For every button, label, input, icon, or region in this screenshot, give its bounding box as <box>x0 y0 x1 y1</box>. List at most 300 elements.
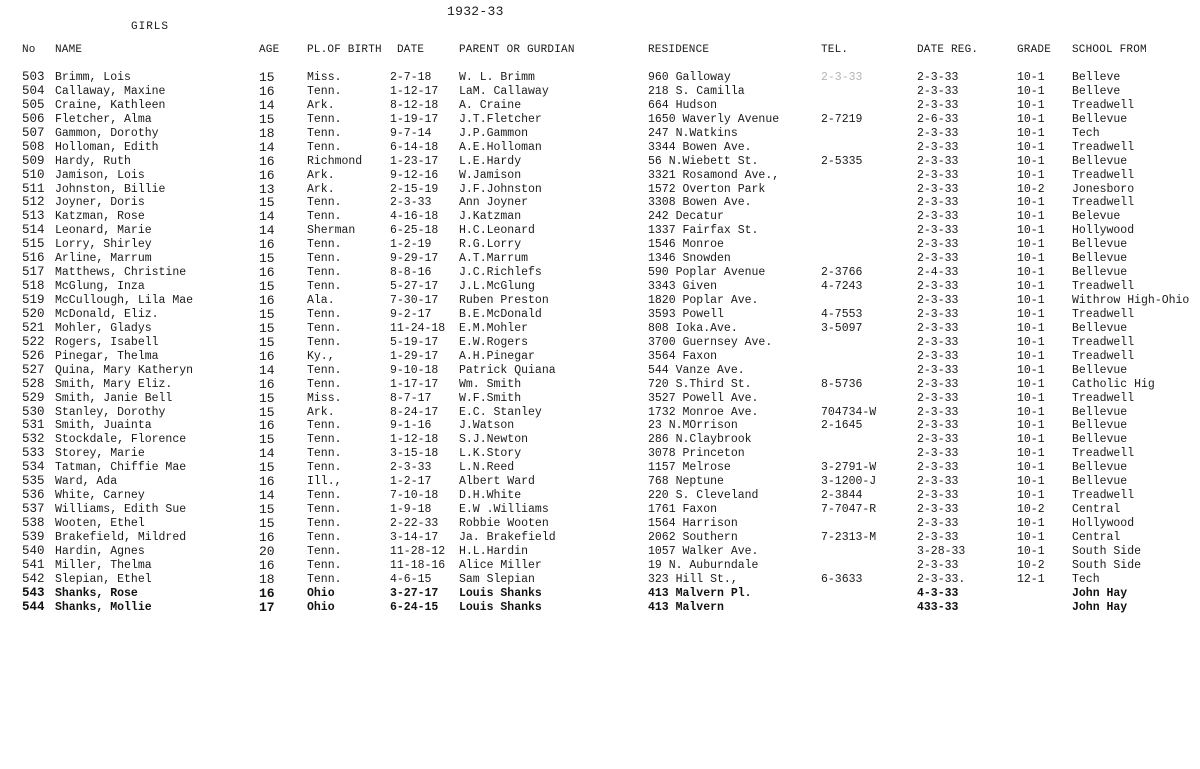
cell-grade: 10-2 <box>1017 558 1045 572</box>
cell-residence: 23 N.MOrrison <box>648 419 738 433</box>
cell-date-reg: 433-33 <box>917 600 959 614</box>
table-row <box>0 601 1200 615</box>
cell-no: 534 <box>22 460 45 475</box>
cell-residence: 3078 Princeton <box>648 447 745 461</box>
cell-birthplace: Ark. <box>307 168 335 182</box>
cell-parent: B.E.McDonald <box>459 307 542 321</box>
cell-residence: 960 Galloway <box>648 71 731 84</box>
cell-date-reg: 2-3-33 <box>917 321 959 335</box>
cell-no: 539 <box>22 529 45 544</box>
cell-age: 14 <box>259 97 275 113</box>
cell-school-from: Treadwell <box>1072 140 1135 154</box>
cell-parent: Robbie Wooten <box>459 517 549 530</box>
table-row <box>0 210 1200 224</box>
cell-grade: 10-1 <box>1017 447 1045 461</box>
header-parent: PARENT OR GURDIAN <box>459 44 575 56</box>
cell-birthplace: Tenn. <box>307 517 342 530</box>
cell-birth-date: 8-24-17 <box>390 405 439 419</box>
table-row <box>0 252 1200 266</box>
cell-age: 16 <box>259 585 275 601</box>
cell-residence: 1572 Overton Park <box>648 182 766 196</box>
cell-school-from: Bellevue <box>1072 238 1128 252</box>
cell-residence: 323 Hill St., <box>648 572 738 586</box>
cell-birthplace: Tenn. <box>307 140 342 154</box>
cell-birth-date: 3-27-17 <box>390 586 439 600</box>
cell-birthplace: Tenn. <box>307 503 342 517</box>
cell-name: Brimm, Lois <box>55 71 131 84</box>
cell-birthplace: Ill., <box>307 475 342 489</box>
cell-tel: 7-7047-R <box>821 503 877 517</box>
cell-school-from: John Hay <box>1072 600 1128 614</box>
cell-birthplace: Ky., <box>307 349 335 363</box>
cell-residence: 242 Decatur <box>648 210 724 224</box>
cell-no: 532 <box>22 432 45 447</box>
table-row <box>0 155 1200 169</box>
table-row <box>0 419 1200 433</box>
cell-birthplace: Tenn. <box>307 558 342 572</box>
cell-residence: 3527 Powell Ave. <box>648 391 759 405</box>
cell-no: 529 <box>22 390 45 405</box>
cell-no: 503 <box>22 70 45 84</box>
cell-birthplace: Tenn. <box>307 112 342 126</box>
cell-no: 508 <box>22 139 45 154</box>
cell-no: 527 <box>22 362 45 377</box>
cell-age: 15 <box>259 306 275 322</box>
cell-parent: J.C.Richlefs <box>459 266 542 280</box>
header-tel: TEL. <box>821 44 849 56</box>
cell-parent: Ann Joyner <box>459 196 529 210</box>
cell-birthplace: Tenn. <box>307 266 342 280</box>
cell-tel: 3-5097 <box>821 321 863 335</box>
cell-residence: 220 S. Cleveland <box>648 489 759 503</box>
cell-grade: 10-1 <box>1017 140 1045 154</box>
table-row <box>0 378 1200 392</box>
cell-school-from: Bellevue <box>1072 475 1128 489</box>
cell-grade: 10-1 <box>1017 224 1045 238</box>
cell-residence: 3308 Bowen Ave. <box>648 196 752 210</box>
cell-birth-date: 7-30-17 <box>390 294 439 307</box>
cell-birth-date: 1-2-19 <box>390 238 432 252</box>
table-row <box>0 280 1200 294</box>
cell-parent: Alice Miller <box>459 558 542 572</box>
cell-birth-date: 1-12-17 <box>390 84 439 98</box>
cell-residence: 413 Malvern Pl. <box>648 586 752 600</box>
cell-date-reg: 2-3-33 <box>917 126 959 140</box>
cell-no: 513 <box>22 209 45 224</box>
cell-no: 536 <box>22 488 45 503</box>
table-row <box>0 559 1200 573</box>
cell-parent: W. L. Brimm <box>459 71 535 84</box>
table-row <box>0 587 1200 601</box>
cell-age: 16 <box>259 348 275 364</box>
header-age: AGE <box>259 44 280 56</box>
table-row <box>0 406 1200 420</box>
cell-date-reg: 2-3-33 <box>917 210 959 224</box>
cell-age: 15 <box>259 432 275 448</box>
cell-date-reg: 2-3-33 <box>917 140 959 154</box>
cell-parent: LaM. Callaway <box>459 84 549 98</box>
table-row <box>0 433 1200 447</box>
cell-date-reg: 2-3-33 <box>917 517 959 530</box>
cell-age: 17 <box>259 599 275 615</box>
cell-age: 14 <box>259 446 275 462</box>
cell-birth-date: 1-9-18 <box>390 503 432 517</box>
cell-name: McGlung, Inza <box>55 280 145 294</box>
cell-birthplace: Ark. <box>307 405 335 419</box>
cell-school-from: Tech <box>1072 572 1100 586</box>
cell-age: 16 <box>259 83 275 99</box>
cell-name: Williams, Edith Sue <box>55 503 187 517</box>
cell-grade: 12-1 <box>1017 572 1045 586</box>
cell-school-from: Bellevue <box>1072 419 1128 433</box>
cell-date-reg: 2-3-33 <box>917 503 959 517</box>
cell-name: McDonald, Eliz. <box>55 307 159 321</box>
cell-tel: 8-5736 <box>821 377 863 391</box>
cell-parent: A.H.Pinegar <box>459 349 535 363</box>
cell-parent: L.K.Story <box>459 447 522 461</box>
cell-residence: 1337 Fairfax St. <box>648 224 759 238</box>
cell-age: 15 <box>259 195 275 211</box>
cell-name: Pinegar, Thelma <box>55 349 159 363</box>
cell-name: Jamison, Lois <box>55 168 145 182</box>
cell-grade: 10-1 <box>1017 210 1045 224</box>
table-row <box>0 238 1200 252</box>
cell-school-from: Treadwell <box>1072 98 1135 112</box>
cell-tel: 704734-W <box>821 405 877 419</box>
cell-name: Fletcher, Alma <box>55 112 152 126</box>
cell-name: Shanks, Rose <box>55 586 138 600</box>
cell-date-reg: 2-3-33 <box>917 558 959 572</box>
cell-age: 15 <box>259 320 275 336</box>
cell-birth-date: 11-18-16 <box>390 558 446 572</box>
cell-date-reg: 2-3-33 <box>917 419 959 433</box>
cell-birth-date: 1-17-17 <box>390 377 439 391</box>
cell-parent: Albert Ward <box>459 475 535 489</box>
cell-date-reg: 2-3-33 <box>917 335 959 349</box>
sheet-year: 1932-33 <box>447 4 504 19</box>
cell-parent: Wm. Smith <box>459 377 522 391</box>
cell-tel: 2-5335 <box>821 154 863 168</box>
cell-parent: D.H.White <box>459 489 522 503</box>
cell-parent: Ruben Preston <box>459 294 549 307</box>
cell-date-reg: 2-3-33 <box>917 154 959 168</box>
cell-no: 504 <box>22 83 45 98</box>
cell-parent: L.E.Hardy <box>459 154 522 168</box>
cell-grade: 10-1 <box>1017 71 1045 84</box>
cell-name: Quina, Mary Katheryn <box>55 363 194 377</box>
cell-birthplace: Tenn. <box>307 321 342 335</box>
cell-school-from: Bellevue <box>1072 112 1128 126</box>
cell-name: Hardin, Agnes <box>55 544 145 558</box>
cell-parent: J.L.McGlung <box>459 280 535 294</box>
cell-age: 16 <box>259 237 275 253</box>
cell-name: Craine, Kathleen <box>55 98 166 112</box>
cell-no: 519 <box>22 293 45 307</box>
header-birthplace: PL.OF BIRTH <box>307 44 382 56</box>
cell-parent: Ja. Brakefield <box>459 530 556 544</box>
cell-grade: 10-1 <box>1017 433 1045 447</box>
header-school-from: SCHOOL FROM <box>1072 44 1147 56</box>
cell-grade: 10-1 <box>1017 544 1045 558</box>
cell-school-from: Treadwell <box>1072 391 1135 405</box>
cell-residence: 808 Ioka.Ave. <box>648 321 738 335</box>
cell-birth-date: 3-15-18 <box>390 447 439 461</box>
cell-school-from: Treadwell <box>1072 335 1135 349</box>
cell-birthplace: Tenn. <box>307 461 342 475</box>
cell-school-from: Treadwell <box>1072 307 1135 321</box>
cell-birth-date: 2-3-33 <box>390 196 432 210</box>
cell-no: 511 <box>22 181 45 196</box>
cell-school-from: Bellevue <box>1072 154 1128 168</box>
cell-residence: 720 S.Third St. <box>648 377 752 391</box>
cell-birthplace: Tenn. <box>307 252 342 266</box>
cell-parent: J.P.Gammon <box>459 126 529 140</box>
cell-age: 16 <box>259 153 275 169</box>
cell-birthplace: Miss. <box>307 71 342 84</box>
table-row <box>0 141 1200 155</box>
cell-no: 528 <box>22 376 45 391</box>
cell-birthplace: Miss. <box>307 391 342 405</box>
cell-parent: H.L.Hardin <box>459 544 529 558</box>
cell-no: 542 <box>22 571 45 586</box>
cell-no: 521 <box>22 320 45 335</box>
cell-tel: 2-3-33 <box>821 71 863 84</box>
cell-parent: W.Jamison <box>459 168 522 182</box>
cell-no: 537 <box>22 502 45 517</box>
cell-no: 506 <box>22 111 45 126</box>
cell-tel: 2-7219 <box>821 112 863 126</box>
cell-grade: 10-1 <box>1017 84 1045 98</box>
cell-birth-date: 9-7-14 <box>390 126 432 140</box>
cell-name: Gammon, Dorothy <box>55 126 159 140</box>
cell-name: Smith, Mary Eliz. <box>55 377 173 391</box>
cell-birth-date: 2-3-33 <box>390 461 432 475</box>
cell-birthplace: Ohio <box>307 586 335 600</box>
cell-date-reg: 2-6-33 <box>917 112 959 126</box>
cell-parent: H.C.Leonard <box>459 224 535 238</box>
table-row <box>0 461 1200 475</box>
cell-birthplace: Tenn. <box>307 530 342 544</box>
cell-tel: 2-3766 <box>821 266 863 280</box>
table-row <box>0 169 1200 183</box>
table-row <box>0 475 1200 489</box>
table-row <box>0 224 1200 238</box>
cell-school-from: Treadwell <box>1072 168 1135 182</box>
cell-name: Smith, Juainta <box>55 419 152 433</box>
cell-age: 15 <box>259 111 275 127</box>
table-row <box>0 350 1200 364</box>
cell-name: Tatman, Chiffie Mae <box>55 461 187 475</box>
cell-date-reg: 2-3-33 <box>917 530 959 544</box>
cell-grade: 10-1 <box>1017 112 1045 126</box>
cell-name: Callaway, Maxine <box>55 84 166 98</box>
cell-name: Shanks, Mollie <box>55 600 152 614</box>
cell-birth-date: 1-19-17 <box>390 112 439 126</box>
cell-date-reg: 3-28-33 <box>917 544 966 558</box>
cell-name: Arline, Marrum <box>55 252 152 266</box>
cell-grade: 10-1 <box>1017 307 1045 321</box>
table-row <box>0 503 1200 517</box>
cell-age: 16 <box>259 167 275 183</box>
cell-birth-date: 2-15-19 <box>390 182 439 196</box>
cell-no: 535 <box>22 474 45 489</box>
cell-residence: 3321 Rosamond Ave., <box>648 168 780 182</box>
cell-grade: 10-1 <box>1017 294 1045 307</box>
cell-school-from: Bellevue <box>1072 405 1128 419</box>
cell-no: 518 <box>22 279 45 294</box>
header-name: NAME <box>55 44 83 56</box>
cell-no: 517 <box>22 265 45 280</box>
cell-school-from: Bellevue <box>1072 461 1128 475</box>
cell-birthplace: Tenn. <box>307 419 342 433</box>
cell-tel: 4-7243 <box>821 280 863 294</box>
cell-birth-date: 1-23-17 <box>390 154 439 168</box>
cell-date-reg: 2-3-33 <box>917 182 959 196</box>
cell-residence: 3700 Guernsey Ave. <box>648 335 773 349</box>
cell-age: 15 <box>259 279 275 295</box>
cell-age: 14 <box>259 139 275 155</box>
cell-birthplace: Tenn. <box>307 210 342 224</box>
header-date: DATE <box>397 44 425 56</box>
cell-parent: L.N.Reed <box>459 461 515 475</box>
header-grade: GRADE <box>1017 44 1052 56</box>
cell-date-reg: 2-3-33 <box>917 349 959 363</box>
cell-grade: 10-1 <box>1017 280 1045 294</box>
cell-date-reg: 2-3-33 <box>917 405 959 419</box>
header-no: No <box>22 44 36 56</box>
cell-parent: A.E.Holloman <box>459 140 542 154</box>
cell-grade: 10-1 <box>1017 168 1045 182</box>
cell-date-reg: 2-3-33 <box>917 196 959 210</box>
table-row <box>0 531 1200 545</box>
cell-residence: 3344 Bowen Ave. <box>648 140 752 154</box>
cell-age: 16 <box>259 529 275 545</box>
cell-birth-date: 1-2-17 <box>390 475 432 489</box>
cell-no: 544 <box>22 599 45 614</box>
table-row <box>0 99 1200 113</box>
cell-no: 541 <box>22 557 45 572</box>
cell-date-reg: 2-3-33 <box>917 391 959 405</box>
cell-name: Smith, Janie Bell <box>55 391 173 405</box>
cell-birthplace: Tenn. <box>307 544 342 558</box>
cell-birthplace: Ala. <box>307 294 335 307</box>
cell-grade: 10-1 <box>1017 126 1045 140</box>
cell-school-from: Treadwell <box>1072 196 1135 210</box>
cell-age: 16 <box>259 474 275 490</box>
cell-age: 16 <box>259 557 275 573</box>
cell-parent: S.J.Newton <box>459 433 529 447</box>
cell-age: 18 <box>259 125 275 141</box>
cell-grade: 10-1 <box>1017 238 1045 252</box>
cell-birth-date: 9-12-16 <box>390 168 439 182</box>
cell-school-from: Withrow High-Ohio <box>1072 294 1190 307</box>
cell-tel: 7-2313-M <box>821 530 877 544</box>
table-row <box>0 573 1200 587</box>
cell-birthplace: Tenn. <box>307 363 342 377</box>
cell-date-reg: 2-3-33 <box>917 433 959 447</box>
cell-birth-date: 2-22-33 <box>390 517 439 530</box>
cell-birthplace: Tenn. <box>307 447 342 461</box>
cell-age: 15 <box>259 390 275 406</box>
cell-name: Holloman, Edith <box>55 140 159 154</box>
cell-birth-date: 5-27-17 <box>390 280 439 294</box>
cell-school-from: John Hay <box>1072 586 1128 600</box>
cell-residence: 1346 Snowden <box>648 252 731 266</box>
cell-age: 15 <box>259 70 275 85</box>
cell-date-reg: 2-3-33 <box>917 475 959 489</box>
cell-birth-date: 1-12-18 <box>390 433 439 447</box>
cell-no: 515 <box>22 237 45 252</box>
cell-age: 15 <box>259 516 275 531</box>
cell-birth-date: 11-24-18 <box>390 321 446 335</box>
cell-residence: 1761 Faxon <box>648 503 718 517</box>
cell-birthplace: Ark. <box>307 98 335 112</box>
cell-birthplace: Sherman <box>307 224 356 238</box>
cell-parent: E.M.Mohler <box>459 321 529 335</box>
cell-grade: 10-1 <box>1017 461 1045 475</box>
cell-school-from: Treadwell <box>1072 489 1135 503</box>
cell-school-from: Belevue <box>1072 210 1121 224</box>
cell-parent: W.F.Smith <box>459 391 522 405</box>
cell-name: Storey, Marie <box>55 447 145 461</box>
cell-grade: 10-1 <box>1017 530 1045 544</box>
cell-birthplace: Richmond <box>307 154 363 168</box>
cell-birth-date: 8-12-18 <box>390 98 439 112</box>
cell-name: White, Carney <box>55 489 145 503</box>
cell-birth-date: 6-24-15 <box>390 600 439 614</box>
cell-date-reg: 2-3-33 <box>917 461 959 475</box>
cell-birthplace: Tenn. <box>307 126 342 140</box>
table-row <box>0 392 1200 406</box>
cell-parent: E.W.Rogers <box>459 335 529 349</box>
cell-residence: 3564 Faxon <box>648 349 718 363</box>
cell-no: 505 <box>22 97 45 112</box>
cell-birth-date: 8-7-17 <box>390 391 432 405</box>
cell-age: 16 <box>259 293 275 308</box>
cell-parent: E.C. Stanley <box>459 405 542 419</box>
table-row <box>0 517 1200 531</box>
cell-school-from: Central <box>1072 503 1121 517</box>
cell-birth-date: 9-1-16 <box>390 419 432 433</box>
cell-name: Stockdale, Florence <box>55 433 187 447</box>
cell-birthplace: Tenn. <box>307 307 342 321</box>
cell-school-from: Bellevue <box>1072 363 1128 377</box>
cell-grade: 10-1 <box>1017 266 1045 280</box>
cell-age: 15 <box>259 502 275 518</box>
cell-parent: Louis Shanks <box>459 600 542 614</box>
cell-residence: 19 N. Auburndale <box>648 558 759 572</box>
cell-age: 16 <box>259 418 275 434</box>
cell-residence: 2062 Southern <box>648 530 738 544</box>
table-row <box>0 545 1200 559</box>
cell-no: 516 <box>22 251 45 266</box>
cell-date-reg: 2-3-33 <box>917 71 959 84</box>
cell-birth-date: 8-8-16 <box>390 266 432 280</box>
cell-birthplace: Tenn. <box>307 377 342 391</box>
cell-school-from: Hollywood <box>1072 517 1135 530</box>
cell-date-reg: 2-3-33 <box>917 168 959 182</box>
table-row <box>0 364 1200 378</box>
cell-birth-date: 9-2-17 <box>390 307 432 321</box>
cell-grade: 10-1 <box>1017 419 1045 433</box>
table-row <box>0 308 1200 322</box>
cell-date-reg: 2-3-33 <box>917 447 959 461</box>
cell-age: 13 <box>259 181 275 197</box>
cell-tel: 4-7553 <box>821 307 863 321</box>
cell-birthplace: Tenn. <box>307 489 342 503</box>
cell-birthplace: Tenn. <box>307 572 342 586</box>
cell-residence: 286 N.Claybrook <box>648 433 752 447</box>
